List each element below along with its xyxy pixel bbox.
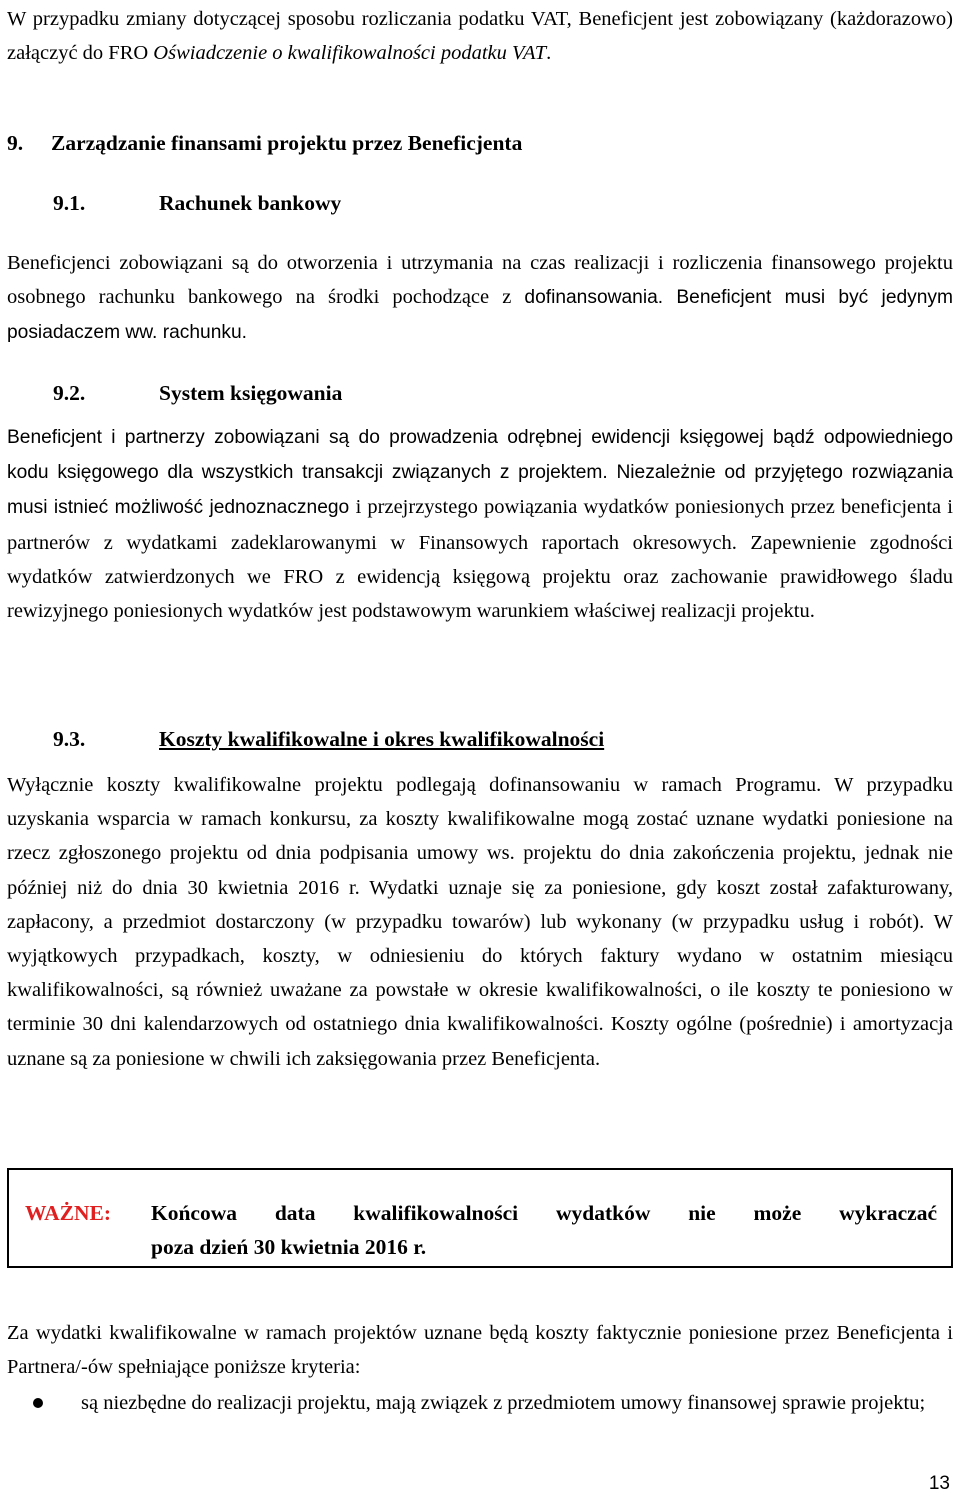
criteria-bullets xyxy=(7,1386,953,1420)
intro-italic-text: Oświadczenie o kwalifikowalności podatku VAT xyxy=(153,42,547,65)
intro-end: . xyxy=(546,42,552,65)
bullet-dot-icon xyxy=(33,1398,43,1408)
section-9-2-number: 9.2. xyxy=(53,381,86,405)
intro-text: W przypadku zmiany dotyczącej sposobu rozliczania podatku VAT, Beneficjent jest zobowiązany (każdorazowo) załączyć do FRO xyxy=(7,8,953,65)
section-9-3-heading xyxy=(7,722,953,756)
section-9-1-number: 9.1. xyxy=(53,191,86,215)
section-9-3-title: Koszty kwalifikowalne i okres kwalifikowalności xyxy=(159,727,605,751)
section-9-heading xyxy=(7,126,953,160)
notice-row-1 xyxy=(25,1196,937,1230)
section-9-title: Zarządzanie finansami projektu przez Beneficjenta xyxy=(51,131,523,155)
important-notice-box xyxy=(7,1168,953,1268)
list-item xyxy=(7,1386,953,1420)
section-9-1-text-sans: dofinansowania. Beneficjent musi być jedynym posiadaczem ww. rachunku. xyxy=(7,287,954,344)
notice-line-1: Końcowa data kwalifikowalności wydatków nie może wykraczać xyxy=(151,1201,937,1225)
section-9-2-text-sans: Beneficjent i partnerzy zobowiązani są do prowadzenia odrębnej ewidencji księgowej bądź odpowiedniego kodu księgowego dla wszystkich transakcji związanych z projektem. Niezależnie od przyjętego rozwiązania musi istnieć możliwość jednoznacznego xyxy=(7,427,953,519)
criteria-text: Za wydatki kwalifikowalne w ramach projektów uznane będą koszty faktycznie poniesione przez Beneficjenta i Partnera/-ów spełniające poniższe kryteria: xyxy=(7,1322,953,1379)
section-9-2-paragraph xyxy=(7,420,953,628)
notice-row-2 xyxy=(25,1230,937,1264)
notice-label: WAŻNE: xyxy=(25,1201,112,1225)
section-9-3-text: Wyłącznie koszty kwalifikowalne projektu podlegają dofinansowaniu w ramach Programu. W przypadku uzyskania wsparcia w ramach konkursu, za koszty kwalifikowalne mogą zostać uznane wydatki poniesione na rzecz zgłoszonego projektu od dnia podpisania umowy ws. projektu do dnia zakończenia projektu, jednak nie później niż do dnia 30 kwietnia 2016 r. Wydatki uznaje się za poniesione, gdy koszt został zafakturowany, zapłacony, a przedmiot dostarczony (w przypadku towarów) lub wykonany (w przypadku usług i robót). W wyjątkowych przypadkach, koszty, w odniesieniu do których faktury wydano w ostatnim miesiącu kwalifikowalności, są również uważane za powstałe w okresie kwalifikowalności, o ile koszty te poniesiono w terminie 30 dni kalendarzowych od ostatniego dnia kwalifikowalności. Koszty ogólne (pośrednie) i amortyzacja uznane są za poniesione w chwili ich zaksięgowania przez Beneficjenta. xyxy=(7,774,953,1070)
section-9-2-text: i przejrzystego powiązania wydatków poniesionych przez beneficjenta i partnerów z wydatkami zadeklarowanymi w Finansowych raportach okresowych. Zapewnienie zgodności wydatków zatwierdzonych we FRO z ewidencją księgową projektu oraz zachowanie prawidłowego śladu rewizyjnego poniesionych wydatków jest podstawowym warunkiem właściwej realizacji projektu. xyxy=(7,496,953,623)
section-9-1-text: Beneficjenci zobowiązani są do otworzenia i utrzymania na czas realizacji i rozliczenia finansowego projektu osobnego rachunku bankowego na środki pochodzące z xyxy=(7,252,953,309)
section-9-1-title: Rachunek bankowy xyxy=(159,191,342,215)
section-9-3-number: 9.3. xyxy=(53,727,86,751)
bullet-text: są niezbędne do realizacji projektu, mają związek z przedmiotem umowy finansowej sprawie projektu; xyxy=(81,1392,926,1414)
section-9-2-title: System księgowania xyxy=(159,381,343,405)
page-number: 13 xyxy=(928,1473,950,1494)
section-9-1-heading xyxy=(7,186,953,220)
section-9-number: 9. xyxy=(7,131,24,155)
intro-paragraph xyxy=(7,2,953,70)
bullet-list xyxy=(7,1386,953,1420)
criteria-paragraph xyxy=(7,1316,953,1384)
section-9-3-paragraph xyxy=(7,768,953,1076)
section-9-1-paragraph xyxy=(7,246,953,351)
notice-line-2: poza dzień 30 kwietnia 2016 r. xyxy=(151,1235,427,1259)
section-9-2-heading xyxy=(7,376,953,410)
